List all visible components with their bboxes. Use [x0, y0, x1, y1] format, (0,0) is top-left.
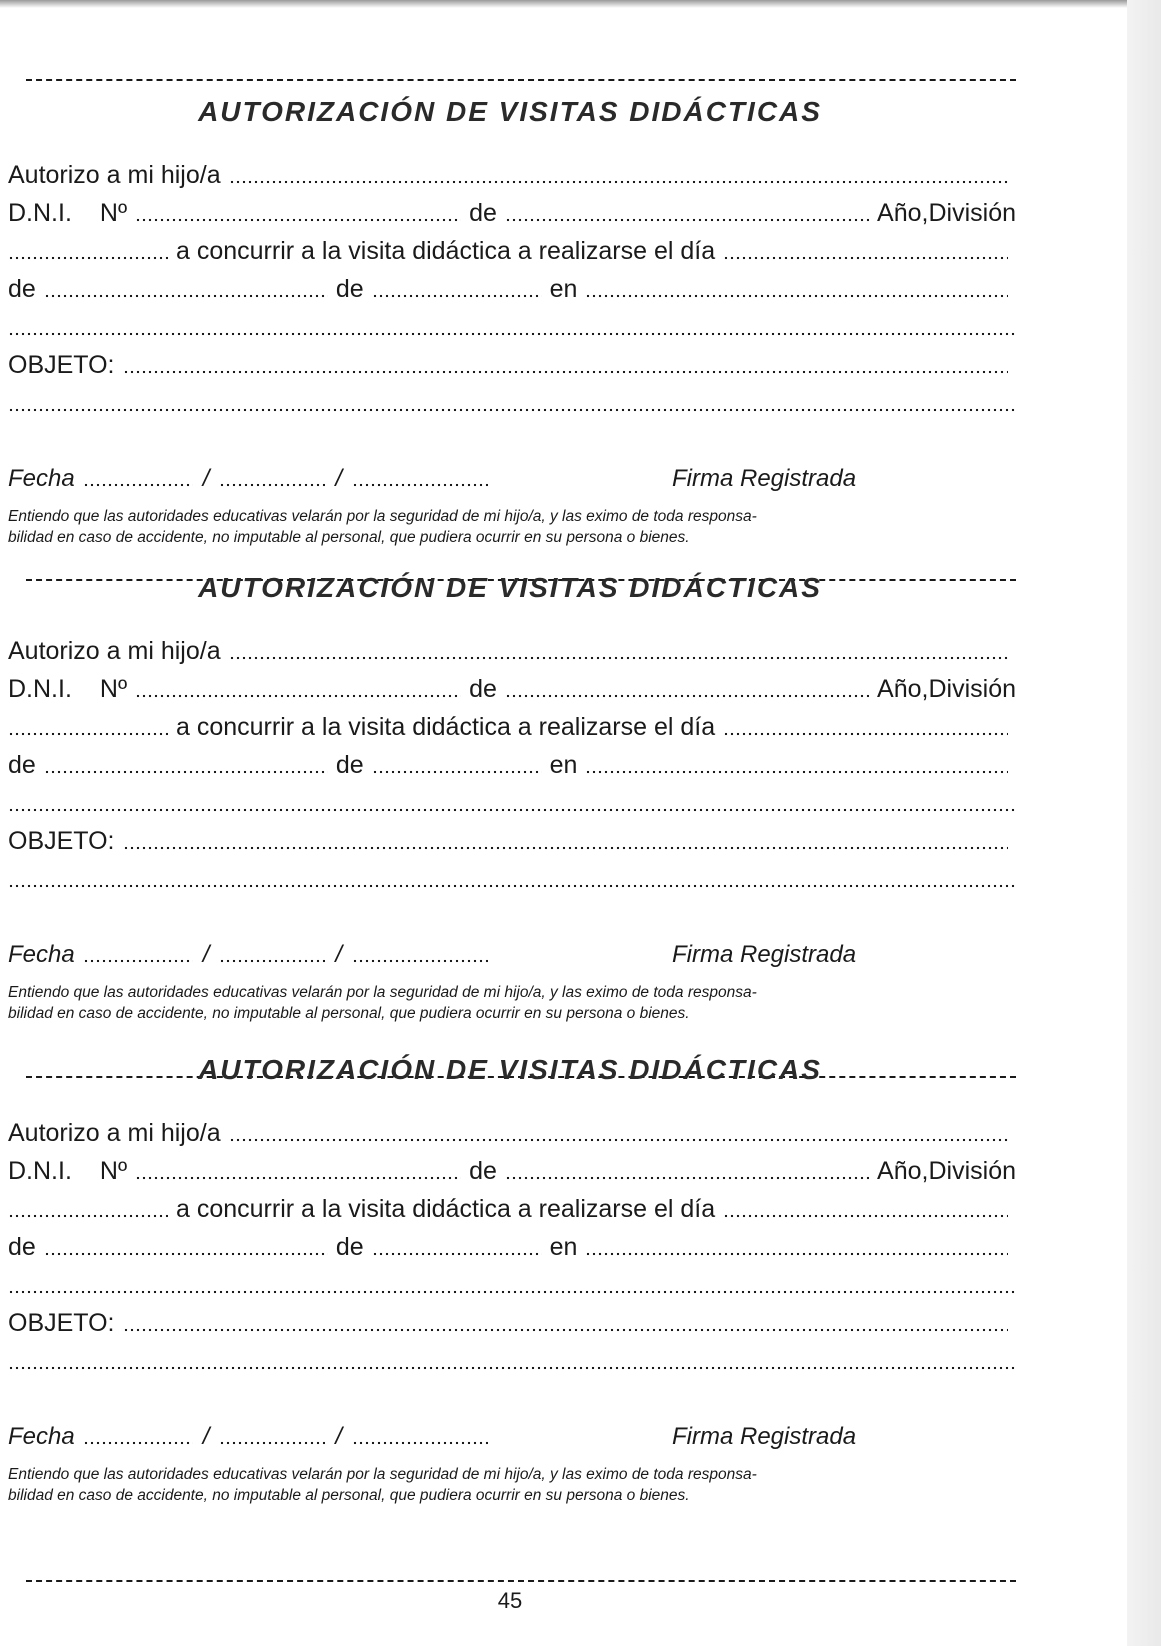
visit-month-field[interactable]: [44, 1252, 328, 1256]
dni-label: D.N.I.: [8, 199, 72, 227]
numero-label: Nº: [99, 1157, 128, 1185]
firma-label: Firma Registrada: [672, 941, 857, 968]
cut-line-bottom: [26, 1580, 1016, 1582]
child-name-field[interactable]: [229, 656, 1008, 660]
child-name-field[interactable]: [229, 1138, 1008, 1142]
visit-month-field[interactable]: [44, 770, 328, 774]
objeto-label: OBJETO:: [8, 1309, 115, 1337]
numero-label: Nº: [99, 675, 128, 703]
anio-division-label: Año,División: [877, 675, 1016, 703]
firma-label: Firma Registrada: [672, 1423, 857, 1450]
fecha-day-field[interactable]: [83, 959, 193, 963]
year-division-field[interactable]: [8, 1214, 168, 1218]
concurrir-text: a concurrir a la visita didáctica a realizarse el día: [176, 713, 716, 741]
fecha-label: Fecha: [8, 465, 75, 492]
date-separator: /: [335, 465, 343, 492]
de-label: de: [469, 675, 497, 703]
child-label: Autorizo a mi hijo/a: [8, 1119, 221, 1147]
place-continuation-row: [8, 786, 1016, 818]
fecha-year-field[interactable]: [352, 1441, 488, 1445]
objeto-continuation-field[interactable]: [8, 408, 1016, 412]
visit-day-row: [8, 234, 1016, 266]
numero-label: Nº: [99, 199, 128, 227]
cut-line-top: [26, 79, 1016, 81]
visit-day-field[interactable]: [723, 1214, 1008, 1218]
disclaimer-line-1: Entiendo que las autoridades educativas velarán por la seguridad de mi hijo/a, y las eximo de toda responsa-: [8, 508, 757, 525]
objeto-row: [8, 1306, 1016, 1338]
de-label-year: de: [335, 275, 364, 303]
fecha-label: Fecha: [8, 1423, 75, 1450]
place-continuation-field[interactable]: [8, 808, 1016, 812]
objeto-field[interactable]: [123, 370, 1008, 374]
de-label: de: [469, 199, 497, 227]
page-number: 45: [497, 1588, 523, 1613]
visit-month-row: [8, 1230, 1016, 1262]
de-label-month: de: [8, 275, 36, 303]
date-separator: /: [335, 1423, 343, 1450]
fecha-month-field[interactable]: [219, 483, 325, 487]
en-label: en: [549, 275, 578, 303]
child-name-row: [8, 634, 1016, 666]
objeto-continuation-row: [8, 1344, 1016, 1376]
disclaimer-line-2: bilidad en caso de accidente, no imputable al personal, que pudiera ocurrir en su persona o bienes.: [8, 1487, 690, 1504]
en-label: en: [549, 751, 578, 779]
fecha-year-field[interactable]: [352, 959, 488, 963]
date-separator: /: [202, 465, 210, 492]
visit-day-field[interactable]: [723, 256, 1008, 260]
date-separator: /: [335, 941, 343, 968]
disclaimer: [8, 982, 1018, 1024]
child-label: Autorizo a mi hijo/a: [8, 637, 221, 665]
visit-month-row: [8, 272, 1016, 304]
disclaimer: [8, 1464, 1018, 1506]
de-label-year: de: [335, 751, 364, 779]
place-continuation-row: [8, 310, 1016, 342]
form-title: AUTORIZACIÓN DE VISITAS DIDÁCTICAS: [198, 96, 822, 127]
form-title: AUTORIZACIÓN DE VISITAS DIDÁCTICAS: [198, 572, 822, 603]
visit-month-field[interactable]: [44, 294, 328, 298]
form-title: AUTORIZACIÓN DE VISITAS DIDÁCTICAS: [198, 1054, 822, 1085]
year-division-field[interactable]: [8, 732, 168, 736]
dni-row: [8, 196, 1016, 228]
de-label: de: [469, 1157, 497, 1185]
de-label-month: de: [8, 1233, 36, 1261]
visit-year-field[interactable]: [372, 294, 542, 298]
fecha-label: Fecha: [8, 941, 75, 968]
dni-number-field[interactable]: [135, 218, 461, 222]
school-field[interactable]: [505, 694, 869, 698]
visit-year-field[interactable]: [372, 770, 542, 774]
concurrir-text: a concurrir a la visita didáctica a realizarse el día: [176, 237, 716, 265]
child-label: Autorizo a mi hijo/a: [8, 161, 221, 189]
objeto-label: OBJETO:: [8, 827, 115, 855]
disclaimer-line-1: Entiendo que las autoridades educativas velarán por la seguridad de mi hijo/a, y las eximo de toda responsa-: [8, 984, 757, 1001]
visit-month-row: [8, 748, 1016, 780]
fecha-row: [8, 937, 1016, 969]
disclaimer-line-2: bilidad en caso de accidente, no imputable al personal, que pudiera ocurrir en su persona o bienes.: [8, 529, 690, 546]
objeto-row: [8, 824, 1016, 856]
place-continuation-field[interactable]: [8, 1290, 1016, 1294]
fecha-day-field[interactable]: [83, 1441, 193, 1445]
authorization-form-1: [4, 86, 1016, 586]
year-division-field[interactable]: [8, 256, 168, 260]
anio-division-label: Año,División: [877, 199, 1016, 227]
school-field[interactable]: [505, 1176, 869, 1180]
school-field[interactable]: [505, 218, 869, 222]
dni-label: D.N.I.: [8, 675, 72, 703]
visit-place-field[interactable]: [585, 1252, 1008, 1256]
visit-day-row: [8, 710, 1016, 742]
fecha-row: [8, 461, 1016, 493]
place-continuation-row: [8, 1268, 1016, 1300]
date-separator: /: [202, 1423, 210, 1450]
visit-place-field[interactable]: [585, 770, 1008, 774]
firma-label: Firma Registrada: [672, 465, 857, 492]
visit-day-row: [8, 1192, 1016, 1224]
dni-row: [8, 672, 1016, 704]
en-label: en: [549, 1233, 578, 1261]
authorization-form-2: [4, 562, 1016, 1062]
concurrir-text: a concurrir a la visita didáctica a realizarse el día: [176, 1195, 716, 1223]
visit-place-field[interactable]: [585, 294, 1008, 298]
child-name-field[interactable]: [229, 180, 1008, 184]
objeto-continuation-field[interactable]: [8, 884, 1016, 888]
date-separator: /: [202, 941, 210, 968]
fecha-day-field[interactable]: [83, 483, 193, 487]
fecha-month-field[interactable]: [219, 1441, 325, 1445]
objeto-continuation-row: [8, 862, 1016, 894]
dni-number-field[interactable]: [135, 1176, 461, 1180]
visit-day-field[interactable]: [723, 732, 1008, 736]
fecha-year-field[interactable]: [352, 483, 488, 487]
objeto-field[interactable]: [123, 846, 1008, 850]
child-name-row: [8, 1116, 1016, 1148]
disclaimer-line-2: bilidad en caso de accidente, no imputable al personal, que pudiera ocurrir en su persona o bienes.: [8, 1005, 690, 1022]
visit-year-field[interactable]: [372, 1252, 542, 1256]
place-continuation-field[interactable]: [8, 332, 1016, 336]
disclaimer-line-1: Entiendo que las autoridades educativas velarán por la seguridad de mi hijo/a, y las eximo de toda responsa-: [8, 1466, 757, 1483]
dni-row: [8, 1154, 1016, 1186]
anio-division-label: Año,División: [877, 1157, 1016, 1185]
objeto-continuation-field[interactable]: [8, 1366, 1016, 1370]
objeto-label: OBJETO:: [8, 351, 115, 379]
scan-right-margin: [1127, 0, 1161, 1646]
authorization-form-3: [4, 1044, 1016, 1544]
dni-label: D.N.I.: [8, 1157, 72, 1185]
fecha-row: [8, 1419, 1016, 1451]
objeto-row: [8, 348, 1016, 380]
objeto-field[interactable]: [123, 1328, 1008, 1332]
de-label-year: de: [335, 1233, 364, 1261]
scan-top-shadow: [0, 0, 1161, 8]
child-name-row: [8, 158, 1016, 190]
dni-number-field[interactable]: [135, 694, 461, 698]
disclaimer: [8, 506, 1018, 548]
objeto-continuation-row: [8, 386, 1016, 418]
de-label-month: de: [8, 751, 36, 779]
fecha-month-field[interactable]: [219, 959, 325, 963]
